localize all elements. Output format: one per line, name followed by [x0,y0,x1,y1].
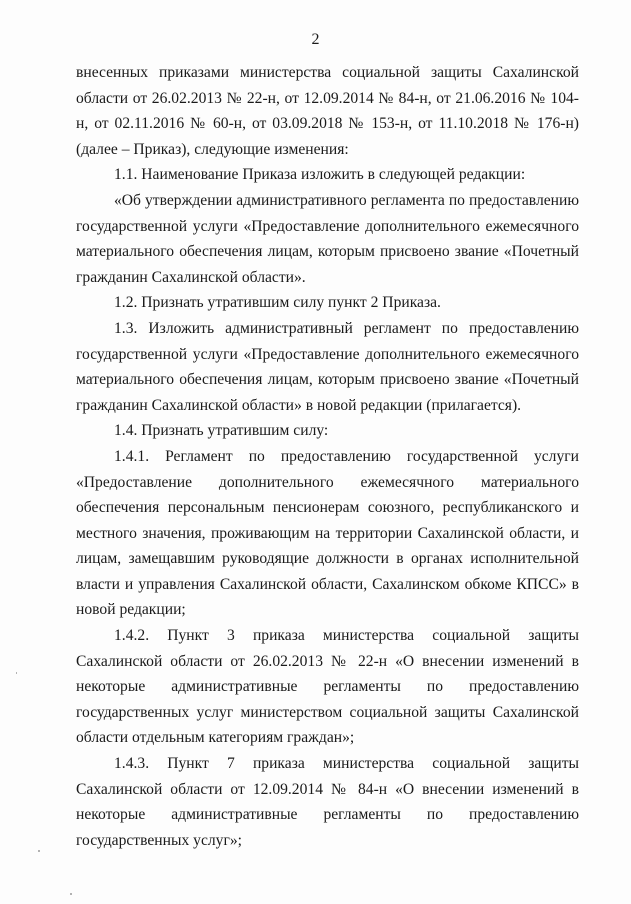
page-number: 2 [311,31,320,48]
scan-speck [16,672,17,674]
paragraph-1-3: 1.3. Изложить административный регламент по предоставлению государственной услуги «Предоставление дополнительного ежемесячного материального обеспечения лицам, которым присвоено звание «Почетный гражданин Сахалинской области» в новой редакции (прилагается). [76,319,579,414]
paragraph-intro: внесенных приказами министерства социальной защиты Сахалинской области от 26.02.2013 № 22-н, от 12.09.2014 № 84-н, от 21.06.2016 № 104-н, от 02.11.2016 № 60-н, от 03.09.2018 № 153-н, от 11.10.2018 № 176-н) (далее – Приказ), следующие изменения: [76,64,579,158]
paragraph-1-4-3: 1.4.3. Пункт 7 приказа министерства социальной защиты Сахалинской области от 12.09.2014 № 84-н «О внесении изменений в некоторые административные регламенты по предоставлению государственных услуг»; [76,755,579,849]
scan-speck [70,893,72,895]
paragraph-1-4-2: 1.4.2. Пункт 3 приказа министерства социальной защиты Сахалинской области от 26.02.2013 № 22-н «О внесении изменений в некоторые административные регламенты по предоставлению государственных услуг министерством социальной защиты Сахалинской области отдельным категориям граждан»; [76,627,579,747]
scan-speck [38,850,40,852]
paragraph-1-2: 1.2. Признать утратившим силу пункт 2 Приказа. [114,294,441,312]
paragraph-1-1: 1.1. Наименование Приказа изложить в следующей редакции: [114,166,526,184]
paragraph-1-4: 1.4. Признать утратившим силу: [114,422,329,440]
document-body [76,60,579,853]
paragraph-1-4-1: 1.4.1. Регламент по предоставлению государственной услуги «Предоставление дополнительного ежемесячного материального обеспечения персональным пенсионерам союзного, республиканского и местного значения, проживающим на территории Сахалинской области, и лицам, замещавшим руководящие должности в органах исполнительной власти и управления Сахалинской области, Сахалинском обкоме КПСС» в новой редакции; [76,447,579,619]
paragraph-quote-title: «Об утверждении административного регламента по предоставлению государственной услуги «Предоставление дополнительного ежемесячного материального обеспечения лицам, которым присвоено звание «Почетный гражданин Сахалинской области». [76,191,579,286]
